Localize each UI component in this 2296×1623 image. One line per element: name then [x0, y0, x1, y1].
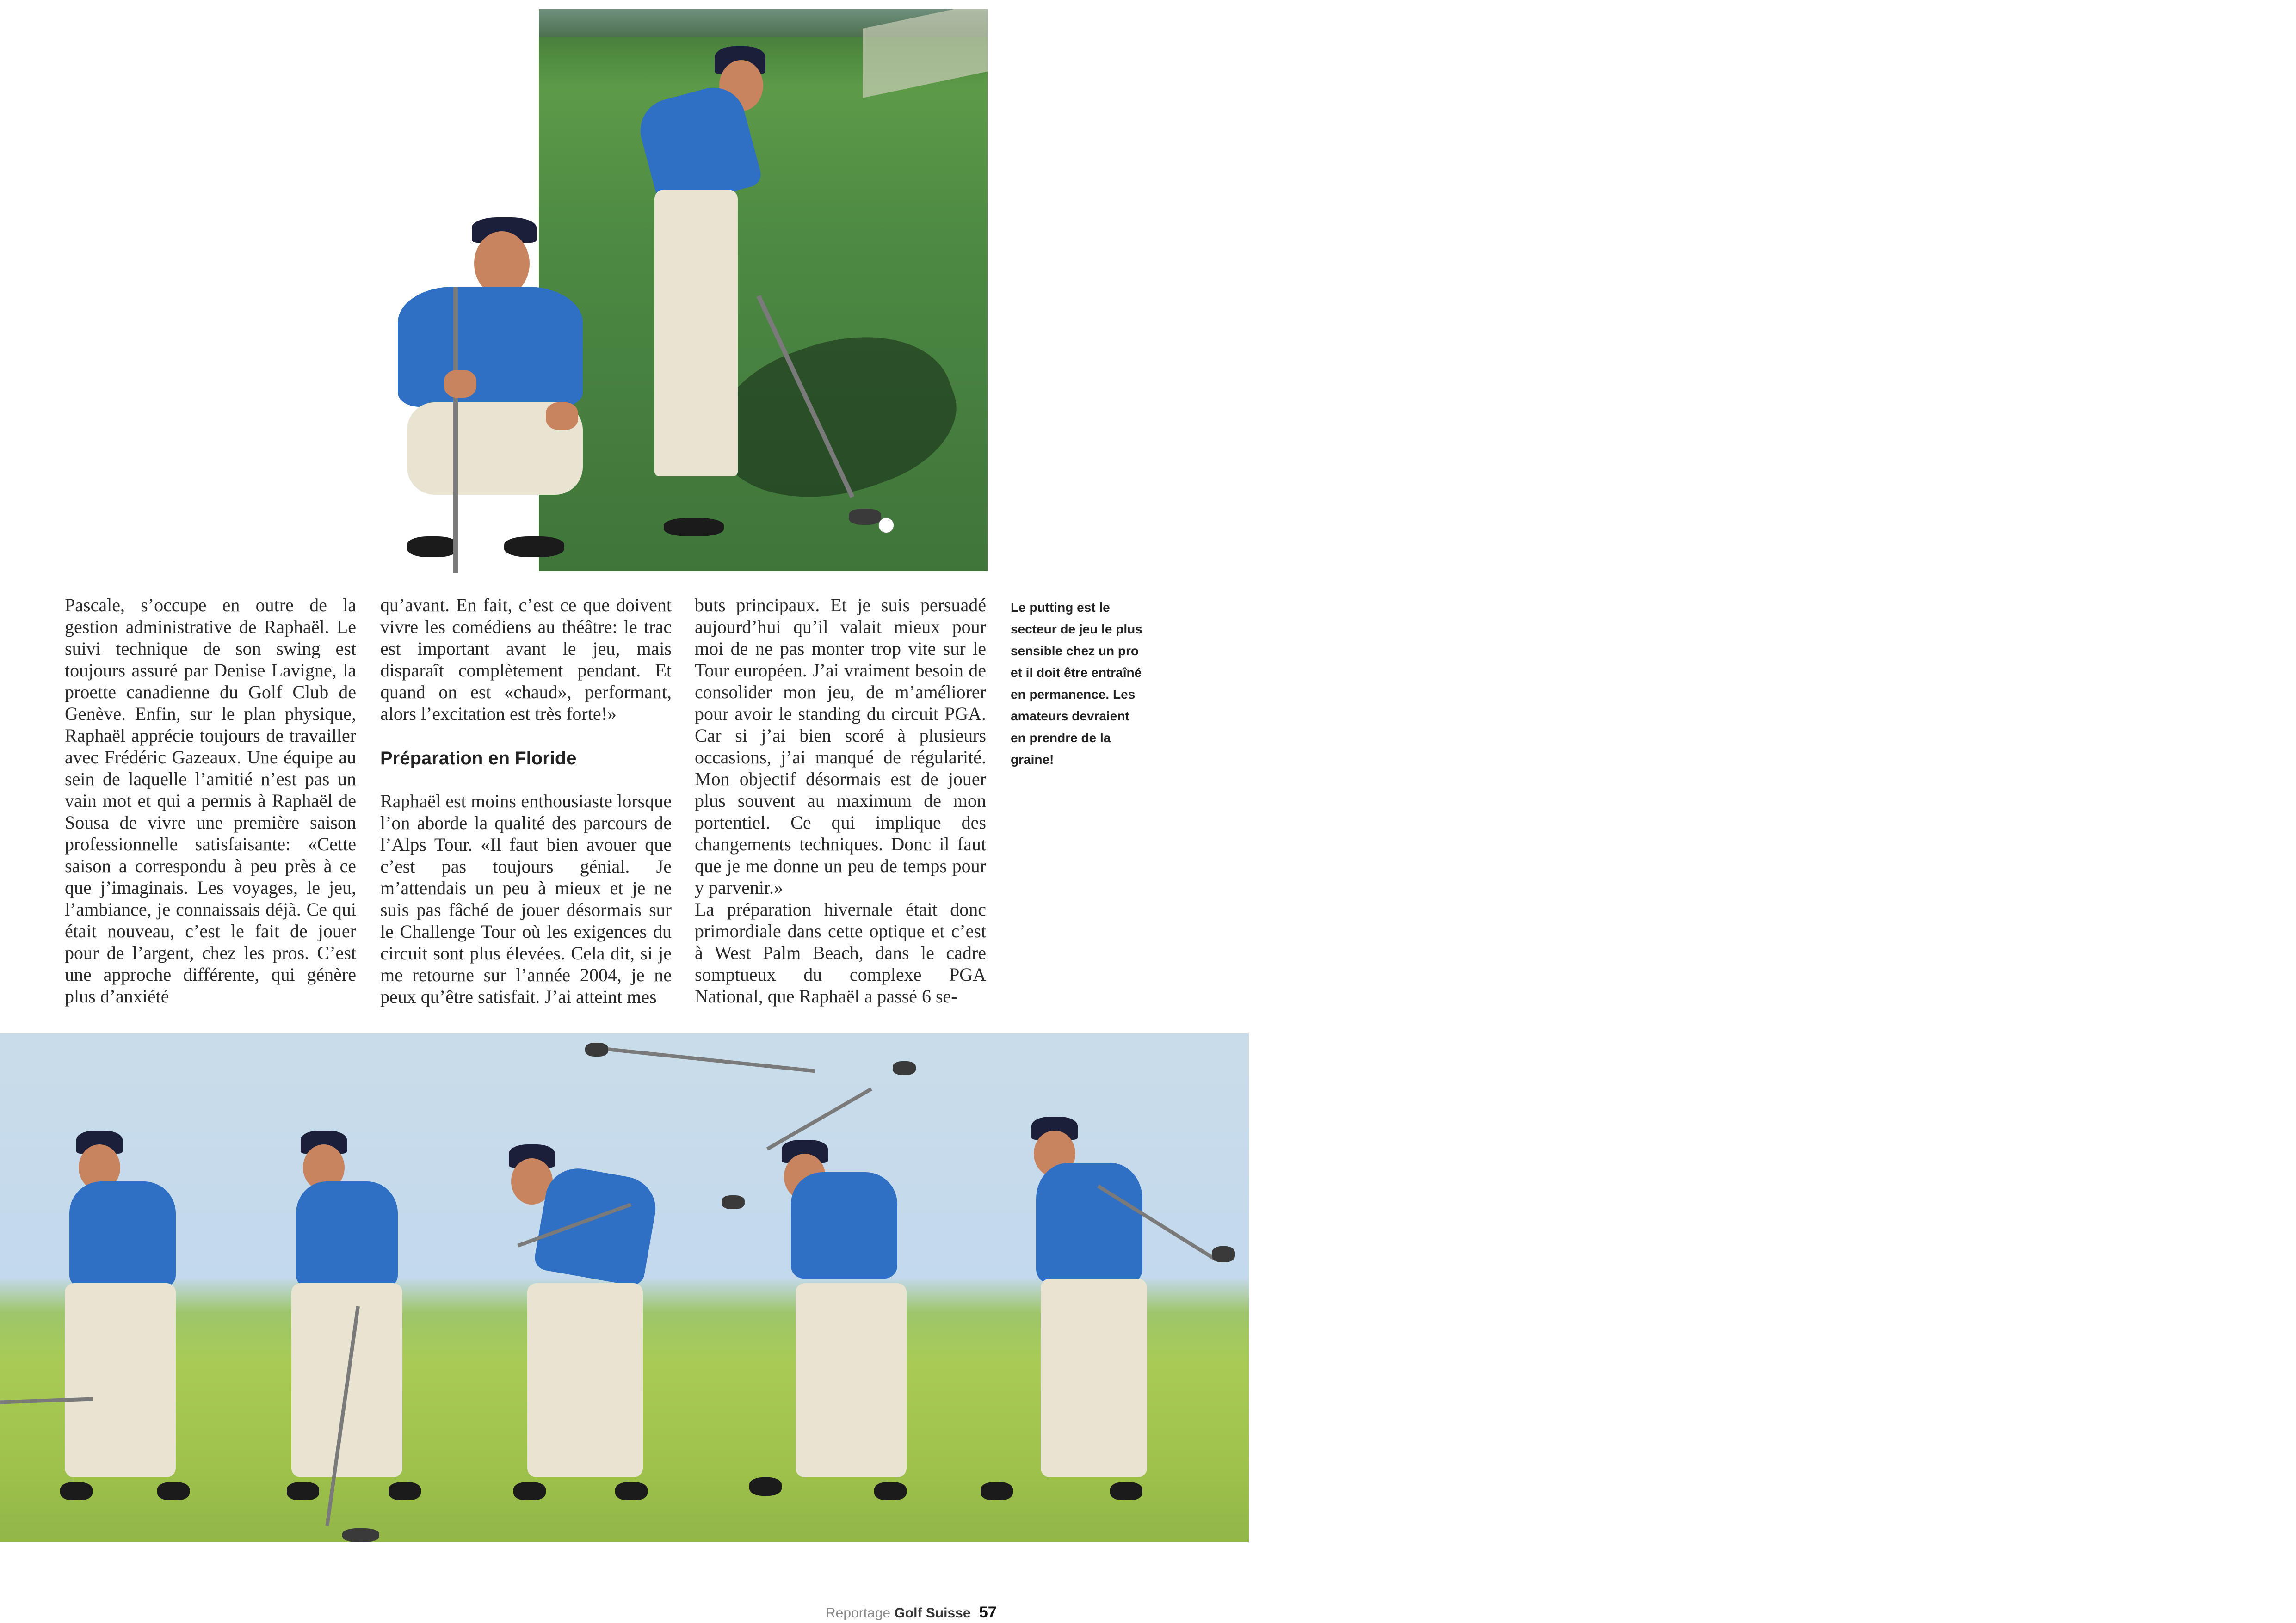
article-paragraph: qu’avant. En fait, c’est ce que doivent vivre les comédiens au théâtre: le trac est important avant le jeu, mais disparaît complètement pendant. Et quand on est «chaud», performant, alors l’excitation est très forte!»	[380, 595, 672, 724]
photo-caption: Le putting est le secteur de jeu le plus sensible chez un pro et il doit être entraîné en permanence. Les amateurs devraient en prendre de la graine!	[1011, 600, 1142, 767]
standing-golfer-figure	[608, 37, 802, 546]
swing-sequence-photo	[0, 1033, 1249, 1542]
page-number: 57	[979, 1604, 997, 1621]
driver-club-overhead	[589, 1045, 815, 1073]
article-column-2	[380, 594, 672, 1008]
page-footer	[826, 1604, 997, 1622]
swing-golfer-figure	[740, 1080, 934, 1500]
swing-golfer-figure	[278, 1131, 444, 1500]
article-paragraph: La préparation hivernale était donc primordiale dans cette optique et c’est à West Palm Beach, dans le cadre somptueux du complexe PGA National, que Raphaël a passé 6 se-	[695, 899, 986, 1007]
swing-golfer-figure	[500, 1131, 685, 1500]
footer-section: Reportage	[826, 1605, 891, 1621]
footer-magazine-name: Golf Suisse	[894, 1605, 971, 1621]
driver-head	[585, 1043, 608, 1057]
article-column-1	[65, 594, 356, 1007]
article-paragraph: Pascale, s’occupe en outre de la gestion administrative de Raphaël. Le suivi technique de son swing est toujours assuré par Denise Lavigne, la proette canadienne du Golf Club de Genève. Enfin, sur le plan physique, Raphaël apprécie toujours de travailler avec Frédéric Gazeaux. Une équipe au sein de laquelle l’amitié n’est pas un vain mot et qui a permis à Raphaël de Sousa de vivre une première saison professionnelle satisfaisante: «Cette saison a correspondu à peu près à ce que j’imaginais. Les voyages, le jeu, l’ambiance, je connaissais déjà. Ce qui était nouveau, c’est le fait de jouer pour de l’argent, chez les pros. C’est une approche différente, qui génère plus d’anxiété	[65, 595, 356, 1007]
article-paragraph: Raphaël est moins enthousiaste lorsque l’on aborde la qualité des parcours de l’Alps Tour. «Il faut bien avouer que c’est pas toujours génial. Je m’attendais un peu à mieux et je ne suis pas fâché de jouer désormais sur le Challenge Tour où les exigences du circuit sont plus élevées. Cela dit, si je me retourne sur l’année 2004, je ne peux qu’être satisfait. J’ai atteint mes	[380, 791, 672, 1007]
crouching-golfer-figure	[379, 217, 611, 578]
section-subheading: Préparation en Floride	[380, 748, 577, 768]
article-column-3	[695, 594, 986, 1007]
swing-golfer-figure	[971, 1112, 1166, 1505]
article-paragraph: buts principaux. Et je suis persuadé aujourd’hui qu’il valait mieux pour moi de ne pas monter trop vite sur le Tour européen. J’ai vraiment besoin de consolider mon jeu, de m’améliorer pour avoir le standing du circuit PGA. Car si j’ai bien scoré à plusieurs occasions, j’ai manqué de régularité. Mon objectif désormais est de jouer plus souvent au maximum de mon portentiel. Ce qui implique des changements techniques. Donc il faut que je me donne un peu de temps pour y parvenir.»	[695, 595, 986, 898]
swing-golfer-figure	[51, 1131, 227, 1500]
